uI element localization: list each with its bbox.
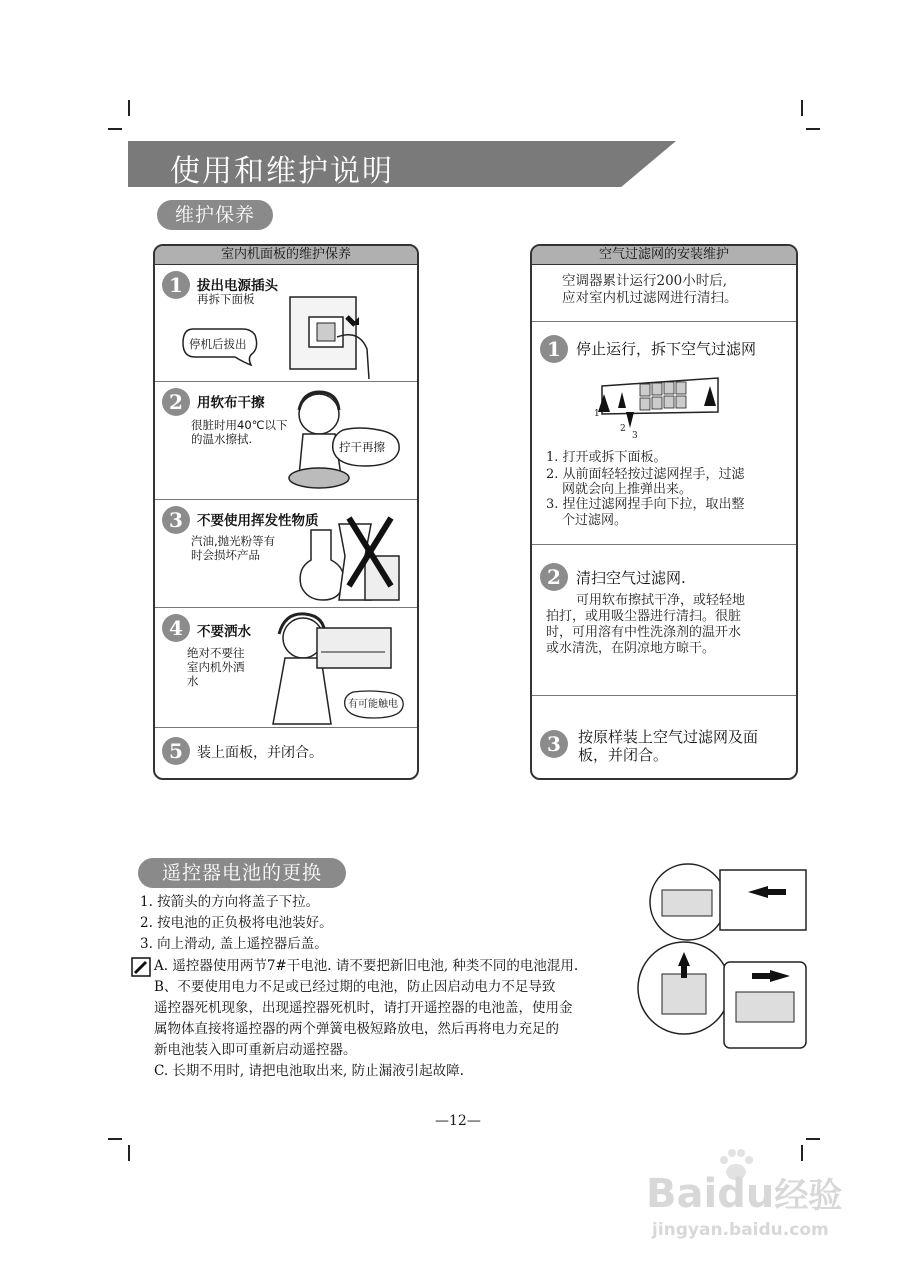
speech-bubble-text: 拧干再擦 [339, 440, 385, 454]
step-subtitle: 再拆下面板 [197, 292, 255, 306]
watermark-brand-bai: Bai [646, 1171, 718, 1217]
step-subtitle: 绝对不要往室内机外洒水 [187, 646, 245, 688]
diagram-label: 3 [632, 431, 638, 441]
left-step-4 [155, 608, 417, 728]
step-title: 拔出电源插头 [197, 278, 278, 294]
crop-mark [806, 1138, 820, 1140]
page-title: 使用和维护说明 [170, 154, 394, 189]
step-number-badge: 3 [162, 506, 190, 534]
battery-notes [154, 956, 578, 1082]
watermark-brand [646, 1168, 842, 1217]
watermark-url: jingyan.baidu.com [652, 1220, 829, 1240]
crop-mark [128, 1145, 130, 1161]
instruction-line: 可用软布擦拭干净，或轻轻地 [576, 593, 746, 608]
step-title: 停止运行，拆下空气过滤网 [576, 340, 757, 358]
instruction-line: 个过滤网。 [562, 513, 628, 528]
section-pill-battery: 遥控器电池的更换 [138, 858, 346, 888]
instruction-line: 3. 捏住过滤网捏手向下拉，取出整 [546, 497, 745, 512]
battery-step: 2. 按电池的正负极将电池装好。 [140, 915, 333, 931]
right-step-2 [532, 545, 796, 696]
pencil-note-icon [132, 958, 150, 976]
step-title: 不要使用挥发性物质 [197, 513, 319, 529]
speech-bubble-text: 有可能触电 [348, 699, 398, 710]
instruction-line: 拍打，或用吸尘器进行清扫。很脏 [546, 609, 742, 624]
left-panel [153, 244, 419, 780]
step-number-badge: 4 [162, 614, 190, 642]
step-number-badge: 1 [540, 335, 568, 363]
right-panel [530, 244, 798, 780]
note-line: 新电池装入即可重新启动遥控器。 [154, 1042, 357, 1058]
battery-steps [140, 892, 333, 955]
remote-battery-cover-illustration-1 [648, 862, 808, 942]
instruction-line: 2. 从前面轻轻按过滤网捏手，过滤 [546, 467, 745, 482]
right-intro [532, 265, 796, 322]
watermark-brand-du: du [717, 1171, 775, 1217]
remote-battery-cover-illustration-2 [722, 960, 808, 1050]
diagram-label: 1 [594, 409, 600, 419]
left-step-2 [155, 382, 417, 500]
note-line: 遥控器死机现象，出现遥控器死机时，请打开遥控器的电池盖，使用金 [154, 1000, 573, 1016]
step-subtitle: 汽油,抛光粉等有时会损坏产品 [191, 534, 276, 562]
step-subtitle: 很脏时用40℃以下的温水擦拭. [191, 418, 288, 446]
crop-mark [806, 128, 820, 130]
instruction-line: 时，可用溶有中性洗涤剂的温开水 [546, 625, 742, 640]
wall-socket-plug-illustration [287, 289, 407, 379]
intro-line-2: 应对室内机过滤网进行清扫。 [562, 290, 738, 306]
step-title: 用软布干擦 [197, 395, 265, 411]
instruction-line: 网就会向上推弹出来。 [562, 482, 693, 497]
speech-bubble-text: 停机后拔出 [189, 337, 247, 351]
left-step-3 [155, 500, 417, 608]
note-line: 属物体直接将遥控器的两个弹簧电极短路放电，然后再将电力充足的 [154, 1021, 559, 1037]
watermark-brand-jingyan: 经验 [774, 1176, 843, 1216]
crop-mark [801, 1145, 803, 1161]
crop-mark [108, 1138, 122, 1140]
right-panel-header: 空气过滤网的安装维护 [532, 246, 796, 265]
step-number-badge: 5 [162, 737, 190, 765]
crop-mark [108, 128, 122, 130]
crop-mark [128, 100, 130, 116]
note-line: B、不要使用电力不足或已经过期的电池，防止因启动电力不足导致 [154, 979, 556, 995]
intro-line-1: 空调器累计运行200小时后, [562, 273, 728, 289]
right-step-1 [532, 322, 796, 545]
chemical-bottles-crossed-illustration [295, 516, 405, 601]
note-line: A. 遥控器使用两节7#干电池. 请不要把新旧电池, 种类不同的电池混用. [154, 958, 579, 974]
instruction-line: 1. 打开或拆下面板。 [546, 450, 667, 465]
indoor-unit-filter-removal-diagram [596, 372, 726, 432]
left-panel-header: 室内机面板的维护保养 [155, 246, 417, 265]
step-number-badge: 2 [162, 388, 190, 416]
page-number: —12— [435, 1113, 481, 1129]
step-title: 按原样装上空气过滤网及面 [578, 728, 759, 746]
instruction-line: 或水清洗，在阴凉地方晾干。 [546, 641, 716, 656]
step-title: 不要洒水 [197, 624, 251, 640]
step-number-badge: 3 [540, 730, 568, 758]
step-title: 清扫空气过滤网. [576, 569, 686, 587]
left-step-5 [155, 728, 417, 778]
diagram-label: 2 [620, 424, 626, 434]
note-line: C. 长期不用时, 请把电池取出来, 防止漏液引起故障. [154, 1063, 464, 1079]
step-number-badge: 1 [162, 271, 190, 299]
left-step-1 [155, 265, 417, 382]
battery-step: 1. 按箭头的方向将盖子下拉。 [140, 894, 320, 910]
step-title: 装上面板，并闭合。 [197, 745, 323, 761]
step-number-badge: 2 [540, 563, 568, 591]
remote-battery-insert-illustration [636, 940, 732, 1036]
crop-mark [801, 100, 803, 116]
section-pill-maintenance: 维护保养 [157, 200, 273, 230]
right-step-3 [532, 696, 796, 778]
step-title: 板，并闭合。 [578, 746, 669, 764]
battery-step: 3. 向上滑动, 盖上遥控器后盖。 [140, 936, 328, 952]
